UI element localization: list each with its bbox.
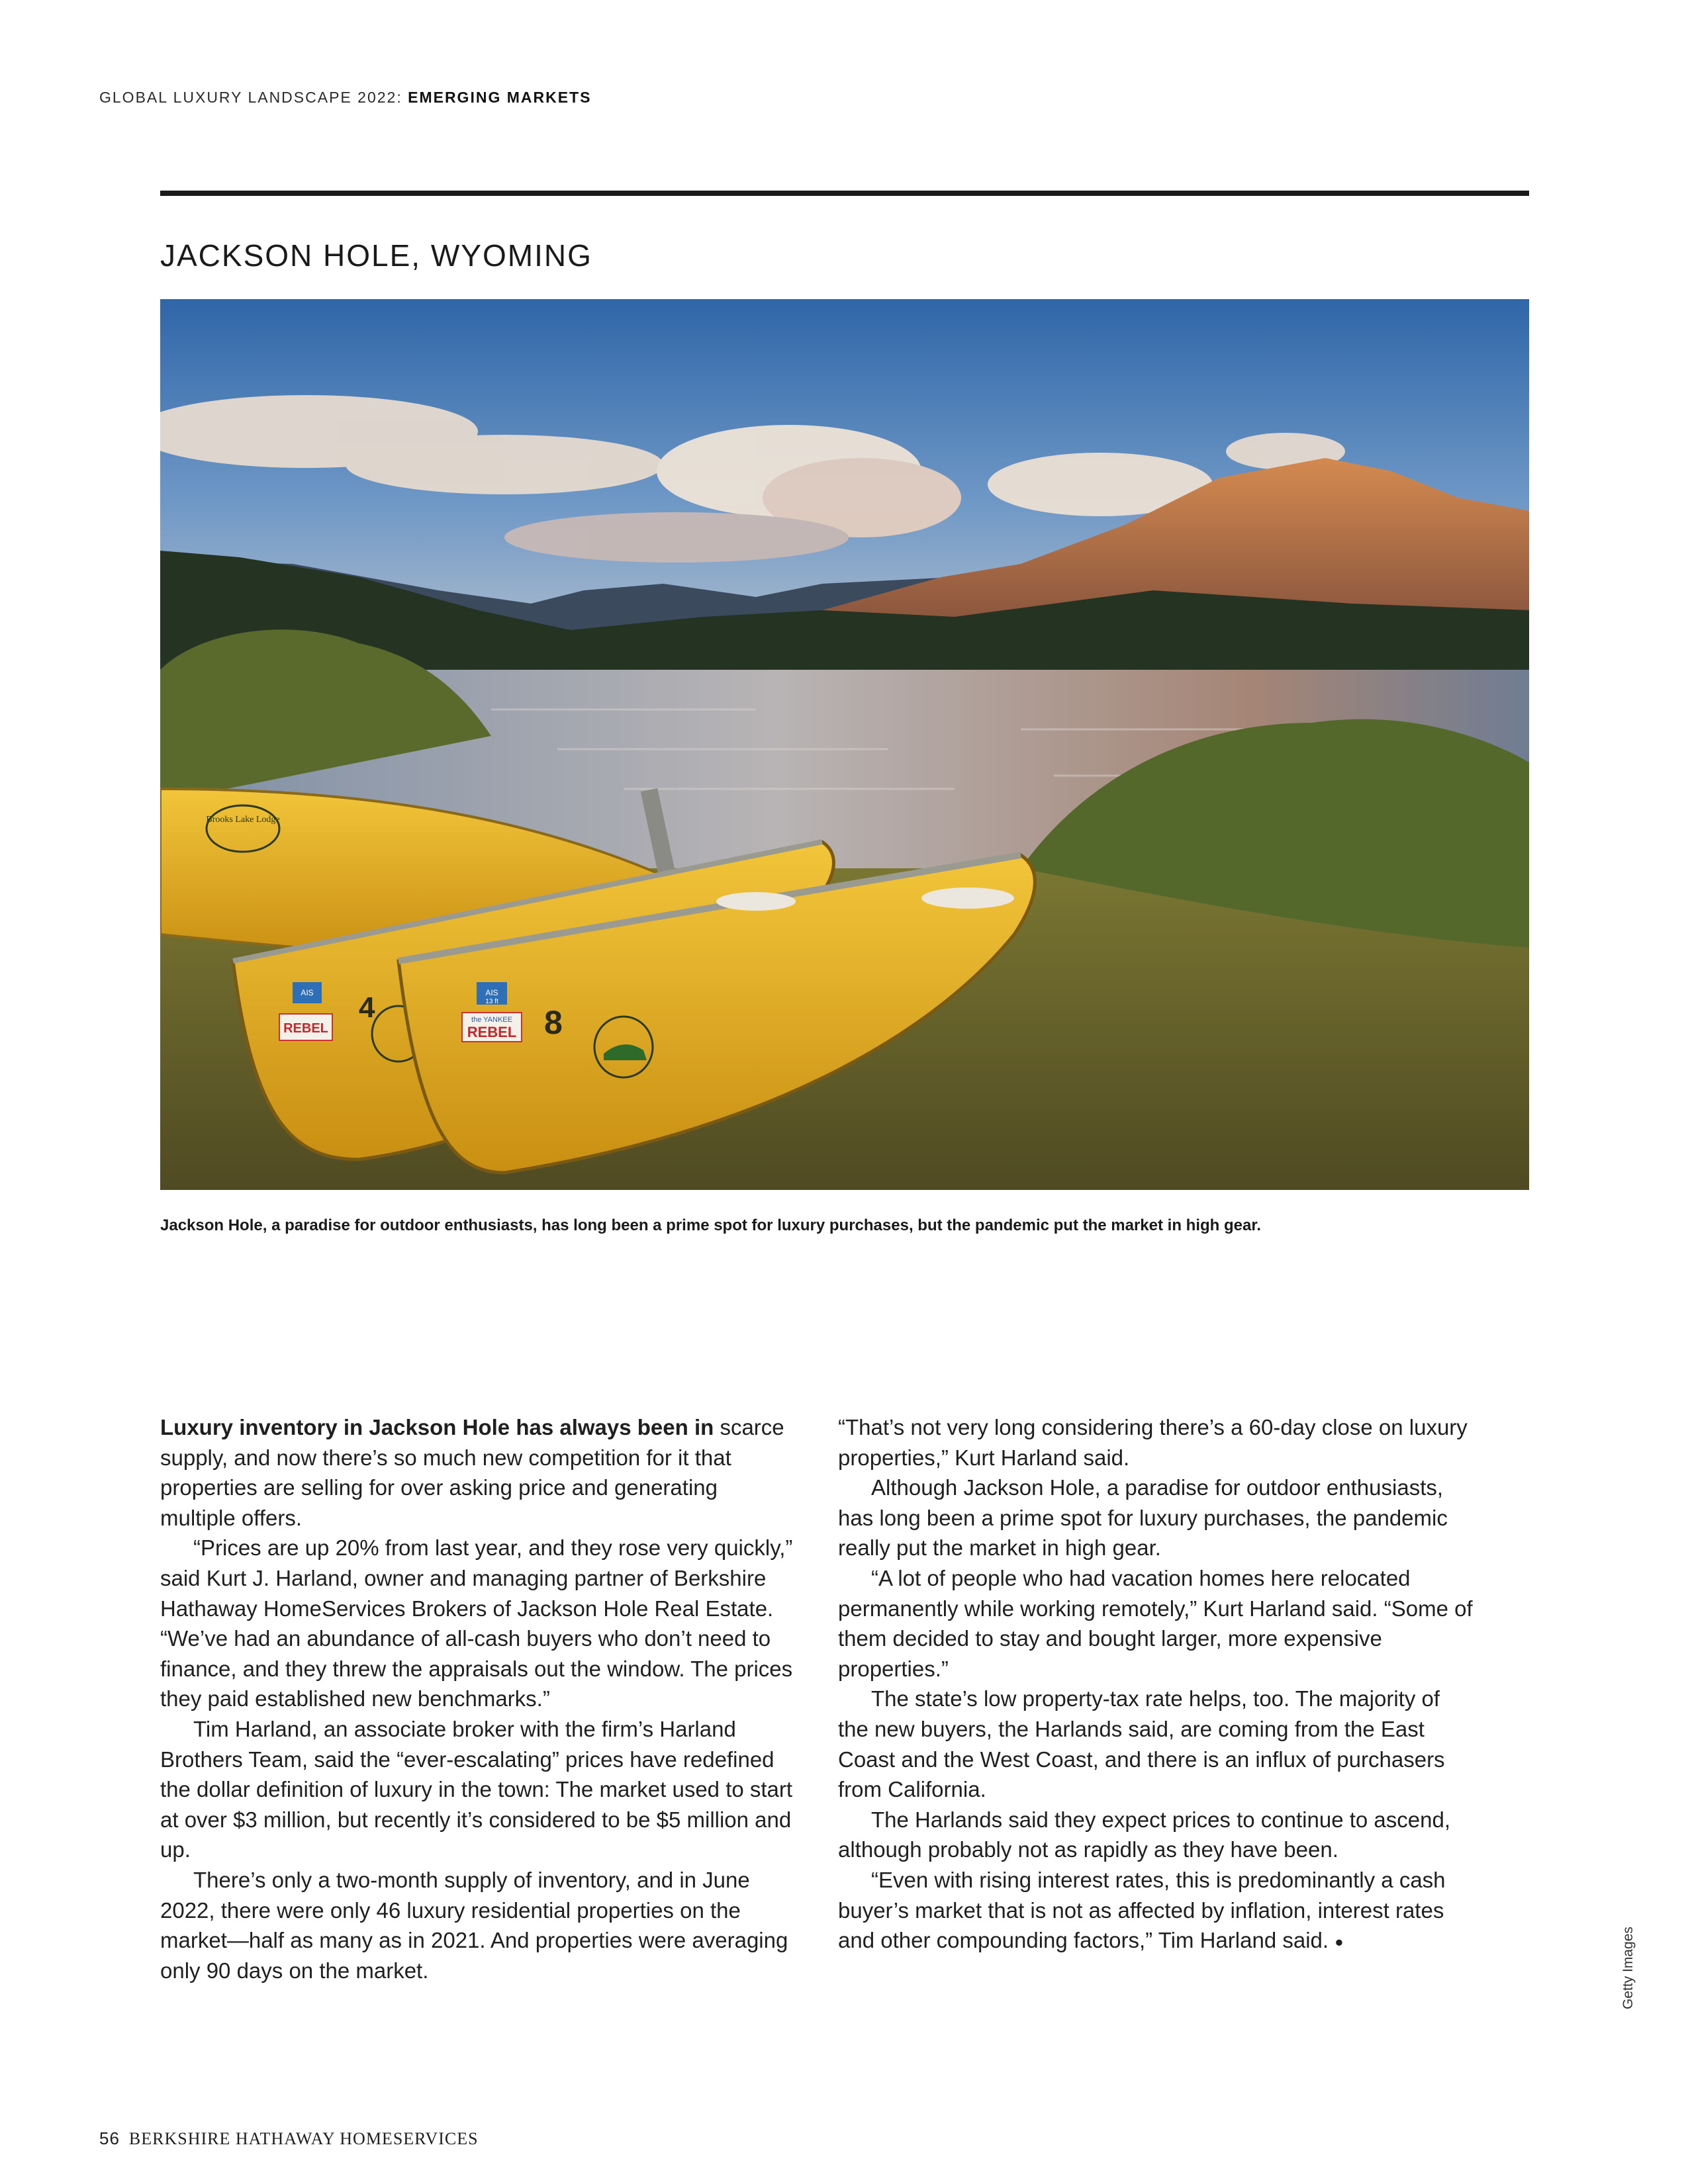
end-mark-icon: ● [1335, 1933, 1344, 1950]
running-head [99, 89, 591, 107]
right-canoe-number: 8 [544, 1004, 563, 1041]
paddle-blade [716, 892, 796, 911]
right-paragraph-5: The Harlands said they expect prices to continue to ascend, although probably not as rapidly as they have been. [838, 1807, 1450, 1862]
right-canoe-sticker-size: 13 ft [485, 998, 498, 1005]
paddle-blade-2 [921, 887, 1014, 909]
right-paragraph-6-text: “Even with rising interest rates, this is predominantly a cash buyer’s market that is not as affected by inflation, interest rates and other compounding factors,” Tim Harland said. [838, 1867, 1446, 1953]
right-paragraph-6 [838, 1865, 1474, 1957]
right-canoe-sticker-top: AIS [485, 988, 498, 997]
title-rule [160, 191, 1529, 196]
left-canoe-sticker-top: AIS [301, 988, 314, 997]
photo-caption: Jackson Hole, a paradise for outdoor enthusiasts, has long been a prime spot for luxury purchases, but the pandemic put the market in high gear. [160, 1216, 1262, 1234]
left-column [160, 1412, 796, 1985]
right-column [838, 1412, 1474, 1957]
left-paragraph-1 [160, 1412, 796, 1533]
right-paragraph-4: The state’s low property-tax rate helps, too. The majority of the new buyers, the Harlands said, are coming from the East Coast and the West Coast, and there is an influx of purchasers from California. [838, 1686, 1445, 1802]
left-paragraph-2: “Prices are up 20% from last year, and they rose very quickly,” said Kurt J. Harland, owner and managing partner of Berkshire Hathaway HomeServices Brokers of Jackson Hole Real Estate. “We’ve had an abundance of all-cash buyers who don’t need to finance, and they threw the appraisals out the window. The prices they paid established new benchmarks.” [160, 1535, 793, 1711]
left-paragraph-1-rest: scarce supply, and now there’s so much new competition for it that properties are selling for over asking price and generating multiple offers. [160, 1415, 784, 1530]
page-footer [99, 2128, 479, 2149]
publisher-name: BERKSHIRE HATHAWAY HOMESERVICES [128, 2129, 479, 2148]
article-title: JACKSON HOLE, WYOMING [160, 238, 592, 273]
left-paragraph-4: There’s only a two-month supply of inventory, and in June 2022, there were only 46 luxury residential properties on the market—half as many as in 2021. And properties were averaging only 90 days on the market. [160, 1867, 788, 1983]
right-canoe-rebel-text: REBEL [467, 1024, 517, 1040]
running-head-topic: EMERGING MARKETS [408, 89, 592, 106]
right-paragraph-1: “That’s not very long considering there’s a 60-day close on luxury properties,” Kurt Harland said. [838, 1415, 1468, 1470]
left-paragraph-3: Tim Harland, an associate broker with the firm’s Harland Brothers Team, said the “ever-escalating” prices have redefined the dollar definition of luxury in the town: The market used to start at over $3 million, but recently it’s considered to be $5 million and up. [160, 1716, 793, 1862]
photo-credit: Getty Images [1620, 1927, 1636, 2009]
left-canoe-number: 4 [359, 991, 375, 1024]
page-number: 56 [99, 2128, 120, 2148]
right-paragraph-3: “A lot of people who had vacation homes here relocated permanently while working remotely,” Kurt Harland said. “Some of them decided to stay and bought larger, more expensive properties.” [838, 1565, 1473, 1681]
right-paragraph-2: Although Jackson Hole, a paradise for outdoor enthusiasts, has long been a prime spot for luxury purchases, the pandemic really put the market in high gear. [838, 1475, 1448, 1561]
lead-in: Luxury inventory in Jackson Hole has always been in [160, 1415, 714, 1439]
right-canoe-rebel-small: the YANKEE [471, 1016, 512, 1024]
back-canoe-text: Brooks Lake Lodge [206, 815, 280, 825]
running-head-section: GLOBAL LUXURY LANDSCAPE 2022: [99, 89, 408, 106]
hero-photo [160, 299, 1529, 1190]
left-canoe-rebel-text: REBEL [283, 1021, 328, 1036]
